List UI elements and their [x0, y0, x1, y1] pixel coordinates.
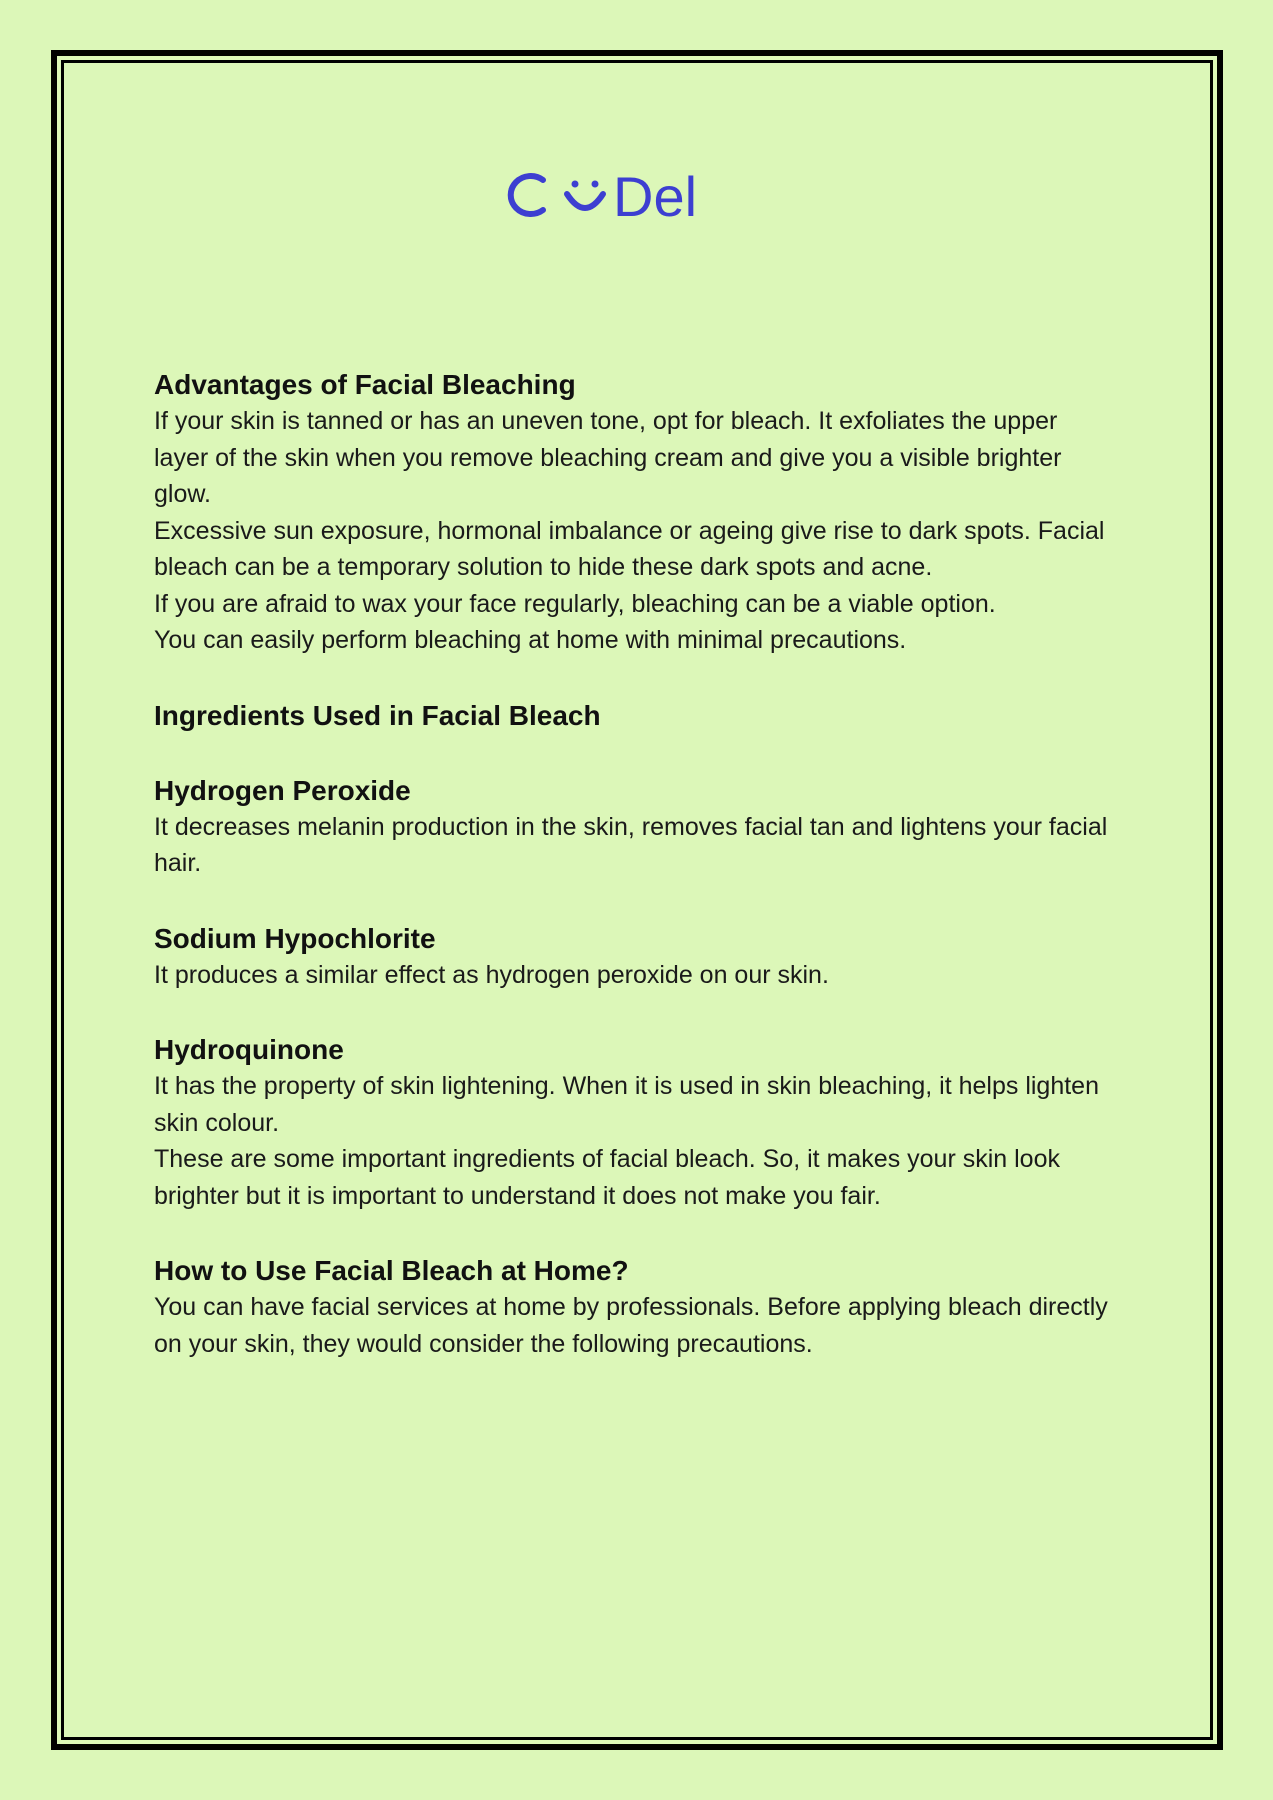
section-paragraph: You can have facial services at home by professionals. Before applying bleach directly on your skin, they would consider the following precautions. — [154, 1293, 1108, 1358]
section-paragraph: Excessive sun exposure, hormonal imbalance or ageing give rise to dark spots. Facial bleach can be a temporary solution to hide these dark spots and acne. — [154, 516, 1105, 581]
section-paragraph: It produces a similar effect as hydrogen peroxide on our skin. — [154, 960, 829, 989]
svg-text:Del: Del — [613, 165, 698, 228]
section-how-to-use — [154, 1252, 1114, 1362]
section-heading: Advantages of Facial Bleaching — [154, 369, 576, 400]
section-heading: Hydrogen Peroxide — [154, 774, 411, 806]
article-body — [154, 366, 1114, 1362]
section-advantages — [154, 366, 1114, 659]
section-paragraph: These are some important ingredients of facial bleach. So, it makes your skin look brighter but it is important to understand it does not make you fair. — [154, 1145, 1060, 1210]
section-hydroquinone — [154, 1031, 1114, 1214]
section-ingredients — [154, 697, 1114, 734]
section-paragraph: It has the property of skin lightening. When it is used in skin bleaching, it helps lighten skin colour. — [154, 1072, 1099, 1137]
section-paragraph: If your skin is tanned or has an uneven tone, opt for bleach. It exfoliates the upper layer of the skin when you remove bleaching cream and give you a visible brighter glow. — [154, 407, 1062, 508]
section-hydrogen-peroxide — [154, 772, 1114, 882]
section-sodium-hypochlorite — [154, 920, 1114, 994]
cudel-logo — [503, 160, 773, 230]
section-heading: Hydroquinone — [154, 1034, 344, 1065]
section-heading: Ingredients Used in Facial Bleach — [154, 699, 601, 731]
section-heading: How to Use Facial Bleach at Home? — [154, 1255, 629, 1286]
section-heading: Sodium Hypochlorite — [154, 922, 436, 954]
section-paragraph: It decreases melanin production in the skin, removes facial tan and lightens your facial hair. — [154, 812, 1108, 877]
section-paragraph: You can easily perform bleaching at home with minimal precautions. — [154, 626, 907, 654]
section-paragraph: If you are afraid to wax your face regularly, bleaching can be a viable option. — [154, 589, 996, 618]
